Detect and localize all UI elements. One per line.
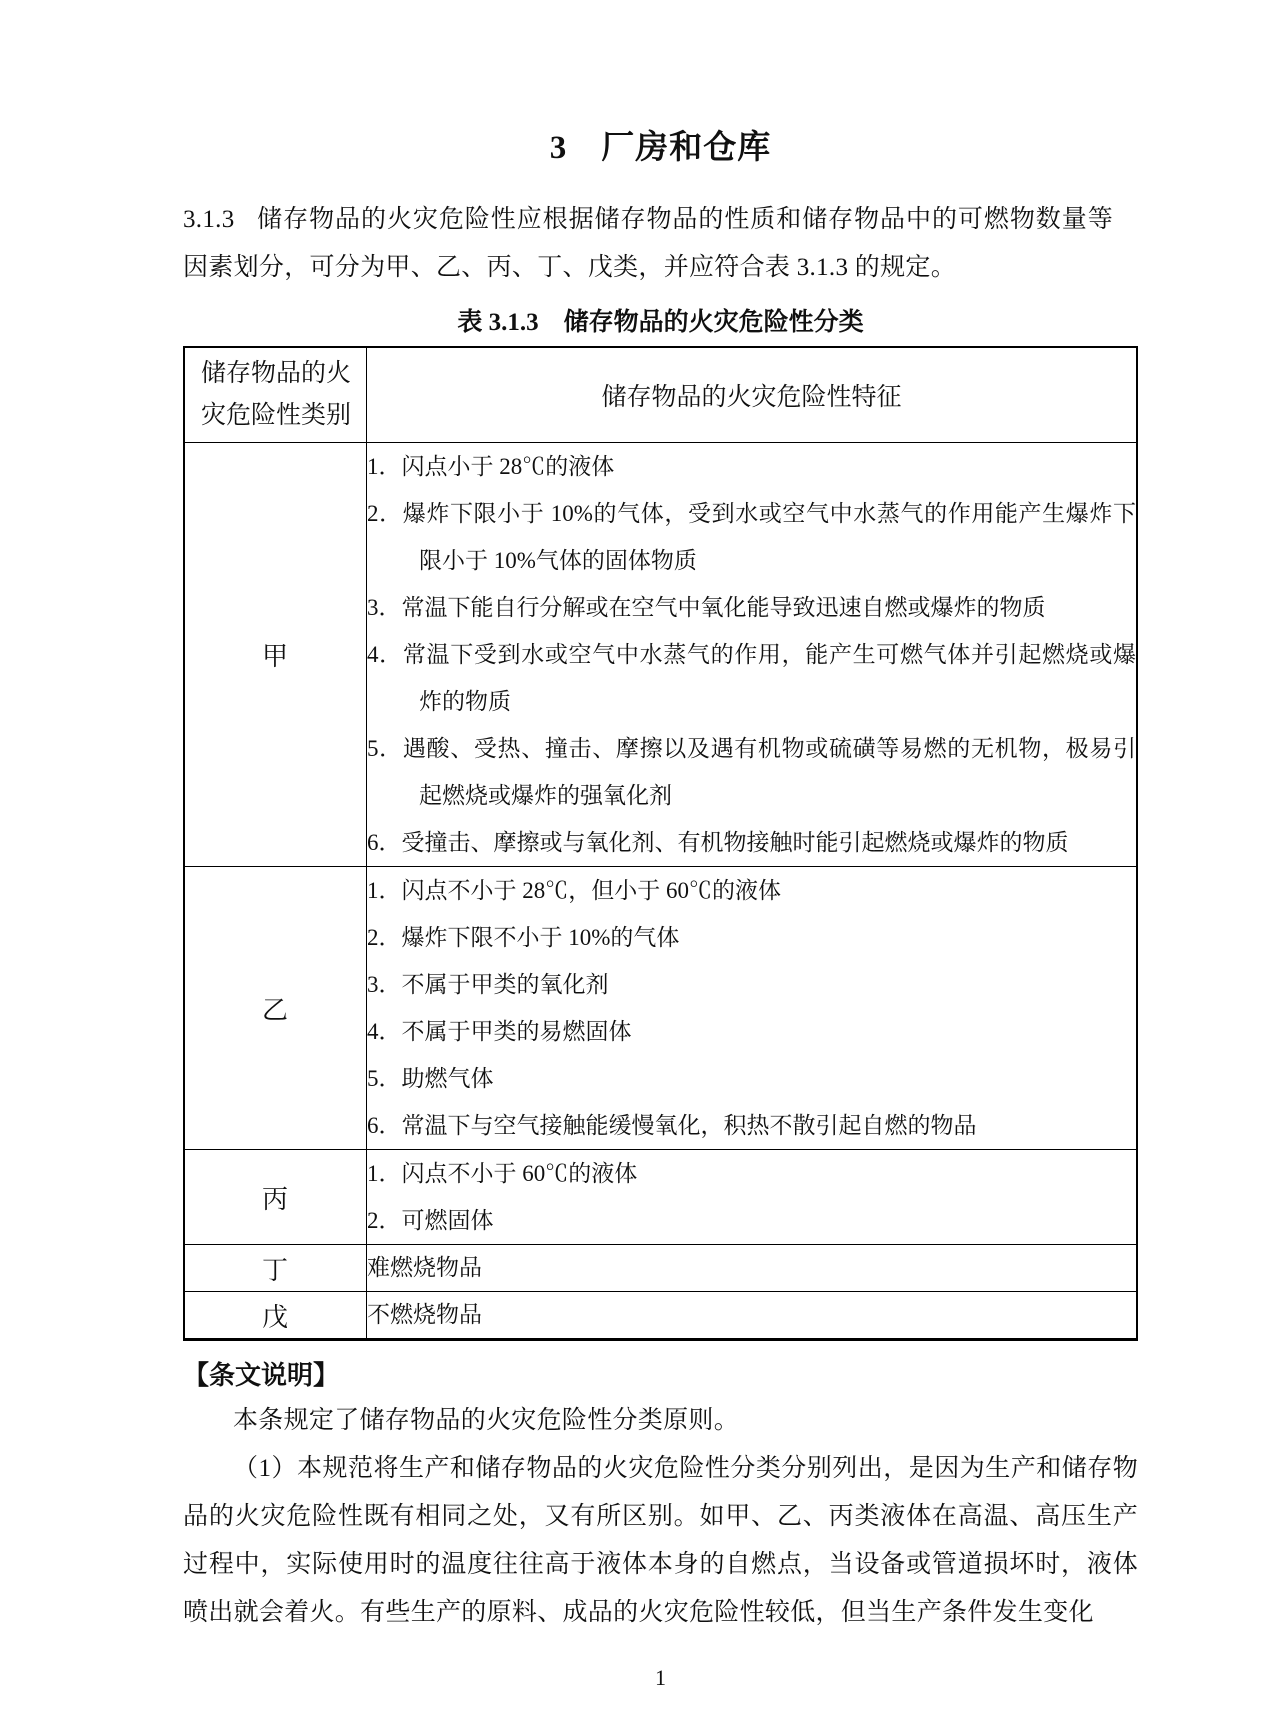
header-category-line2: 灾危险性类别 bbox=[201, 402, 352, 429]
table-header-row bbox=[184, 347, 1137, 443]
header-category-line1: 储存物品的火 bbox=[201, 360, 352, 387]
table-caption: 表 3.1.3 储存物品的火灾危险性分类 bbox=[457, 309, 864, 336]
feature-item: 2．可燃固体 bbox=[367, 1208, 494, 1233]
page-title: 3 厂房和仓库 bbox=[549, 130, 772, 166]
category-cell: 甲 bbox=[184, 443, 367, 867]
hazard-classification-table bbox=[183, 346, 1138, 1341]
feature-item: 5．助燃气体 bbox=[367, 1066, 494, 1091]
commentary-heading: 【条文说明】 bbox=[183, 1360, 340, 1390]
table-row-wu bbox=[184, 1292, 1137, 1340]
table-row-jia bbox=[184, 443, 1137, 867]
feature-item: 2．爆炸下限小于 10%的气体，受到水或空气中水蒸气的作用能产生爆炸下限小于 10%气体的固体物质 bbox=[367, 501, 1136, 573]
clause-number: 3.1.3 bbox=[183, 206, 235, 233]
page-number: 1 bbox=[655, 1665, 666, 1690]
features-cell bbox=[367, 1150, 1138, 1245]
feature-item: 6．常温下与空气接触能缓慢氧化，积热不散引起自燃的物品 bbox=[367, 1113, 977, 1138]
feature-item: 1．闪点不小于 60℃的液体 bbox=[367, 1161, 638, 1186]
feature-item: 不燃烧物品 bbox=[367, 1302, 482, 1327]
clause-text: 储存物品的火灾危险性应根据储存物品的性质和储存物品中的可燃物数量等因素划分，可分为甲、乙、丙、丁、戊类，并应符合表 3.1.3 的规定。 bbox=[183, 206, 1113, 281]
feature-item: 3．不属于甲类的氧化剂 bbox=[367, 972, 609, 997]
commentary-paragraph: 本条规定了储存物品的火灾危险性分类原则。 bbox=[233, 1407, 740, 1434]
feature-item: 1．闪点不小于 28℃，但小于 60℃的液体 bbox=[367, 878, 781, 903]
table-row-ding bbox=[184, 1245, 1137, 1292]
features-cell bbox=[367, 443, 1138, 867]
features-cell bbox=[367, 867, 1138, 1150]
category-cell: 戊 bbox=[184, 1292, 367, 1340]
clause-3-1-3 bbox=[183, 196, 1113, 292]
feature-item: 1．闪点小于 28℃的液体 bbox=[367, 454, 615, 479]
feature-item: 2．爆炸下限不小于 10%的气体 bbox=[367, 925, 680, 950]
page-content bbox=[183, 0, 1138, 1693]
category-cell: 乙 bbox=[184, 867, 367, 1150]
table-row-yi bbox=[184, 867, 1137, 1150]
feature-item: 6．受撞击、摩擦或与氧化剂、有机物接触时能引起燃烧或爆炸的物质 bbox=[367, 830, 1069, 855]
feature-item: 4．常温下受到水或空气中水蒸气的作用，能产生可燃气体并引起燃烧或爆炸的物质 bbox=[367, 642, 1136, 714]
table-row-bing bbox=[184, 1150, 1137, 1245]
header-category-cell bbox=[184, 347, 367, 443]
commentary-paragraph: （1）本规范将生产和储存物品的火灾危险性分类分别列出，是因为生产和储存物品的火灾危险性既有相同之处，又有所区别。如甲、乙、丙类液体在高温、高压生产过程中，实际使用时的温度往往高于液体本身的自燃点，当设备或管道损坏时，液体喷出就会着火。有些生产的原料、成品的火灾危险性较低，但当生产条件发生变化 bbox=[183, 1455, 1138, 1626]
features-cell bbox=[367, 1292, 1138, 1340]
feature-item: 3．常温下能自行分解或在空气中氧化能导致迅速自燃或爆炸的物质 bbox=[367, 595, 1046, 620]
feature-item: 4．不属于甲类的易燃固体 bbox=[367, 1019, 632, 1044]
category-cell: 丁 bbox=[184, 1245, 367, 1292]
feature-item: 难燃烧物品 bbox=[367, 1255, 482, 1280]
header-features-cell: 储存物品的火灾危险性特征 bbox=[367, 347, 1138, 443]
category-cell: 丙 bbox=[184, 1150, 367, 1245]
features-cell bbox=[367, 1245, 1138, 1292]
feature-item: 5．遇酸、受热、撞击、摩擦以及遇有机物或硫磺等易燃的无机物，极易引起燃烧或爆炸的强氧化剂 bbox=[367, 736, 1136, 808]
